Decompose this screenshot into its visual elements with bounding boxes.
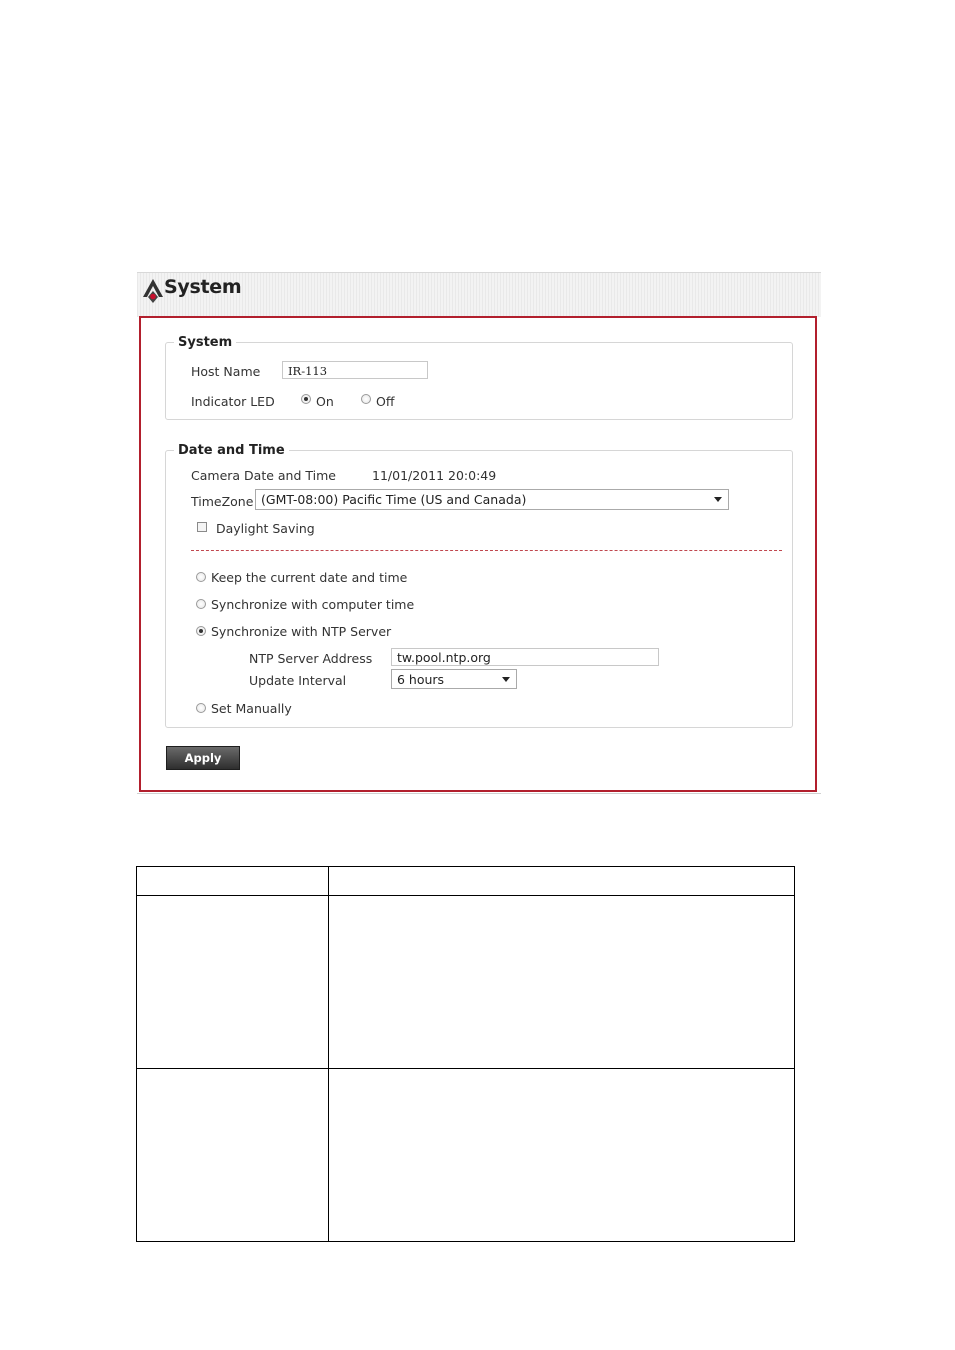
led-on-label: On	[316, 394, 334, 409]
indicator-led-label: Indicator LED	[191, 394, 275, 409]
info-table	[136, 866, 795, 1242]
host-name-label: Host Name	[191, 364, 261, 379]
chevron-down-icon	[502, 677, 510, 682]
date-time-group-legend: Date and Time	[178, 443, 285, 458]
sync-computer-time-radio[interactable]	[196, 599, 206, 609]
table-row	[137, 896, 795, 1069]
daylight-saving-checkbox[interactable]	[197, 522, 207, 532]
system-group-legend: System	[178, 335, 233, 350]
set-manually-label: Set Manually	[211, 701, 292, 716]
page-title: System	[164, 276, 242, 298]
settings-content	[139, 316, 817, 792]
table-cell	[137, 1069, 329, 1242]
table-cell	[329, 1069, 795, 1242]
table-cell	[329, 896, 795, 1069]
host-name-input[interactable]: IR-113	[282, 361, 428, 379]
timezone-select-value: (GMT-08:00) Pacific Time (US and Canada)	[261, 492, 527, 507]
system-settings-panel	[137, 272, 821, 794]
set-manually-radio[interactable]	[196, 703, 206, 713]
table-header-row	[137, 867, 795, 896]
table-cell	[137, 896, 329, 1069]
keep-current-time-radio[interactable]	[196, 572, 206, 582]
camera-datetime-value: 11/01/2011 20:0:49	[372, 468, 497, 483]
panel-bottom-rule	[137, 793, 821, 794]
section-divider	[191, 550, 782, 551]
ntp-server-input[interactable]: tw.pool.ntp.org	[391, 648, 659, 666]
table-row	[137, 1069, 795, 1242]
sync-computer-time-label: Synchronize with computer time	[211, 597, 415, 612]
ntp-server-label: NTP Server Address	[249, 651, 373, 666]
daylight-saving-label: Daylight Saving	[216, 521, 315, 536]
sync-ntp-label: Synchronize with NTP Server	[211, 624, 392, 639]
sync-ntp-radio[interactable]	[196, 626, 206, 636]
camera-datetime-label: Camera Date and Time	[191, 468, 336, 483]
update-interval-select[interactable]	[391, 669, 517, 689]
update-interval-value: 6 hours	[397, 672, 445, 687]
apply-button[interactable]: Apply	[166, 746, 240, 770]
timezone-select[interactable]	[255, 489, 729, 510]
keep-current-time-label: Keep the current date and time	[211, 570, 408, 585]
brand-logo-icon	[142, 278, 164, 304]
timezone-label: TimeZone	[191, 494, 254, 509]
update-interval-label: Update Interval	[249, 673, 347, 688]
led-on-radio[interactable]	[301, 394, 311, 404]
panel-header	[137, 272, 821, 317]
led-off-radio[interactable]	[361, 394, 371, 404]
table-header-cell	[137, 867, 329, 896]
led-off-label: Off	[376, 394, 395, 409]
chevron-down-icon	[714, 497, 722, 502]
table-header-cell	[329, 867, 795, 896]
